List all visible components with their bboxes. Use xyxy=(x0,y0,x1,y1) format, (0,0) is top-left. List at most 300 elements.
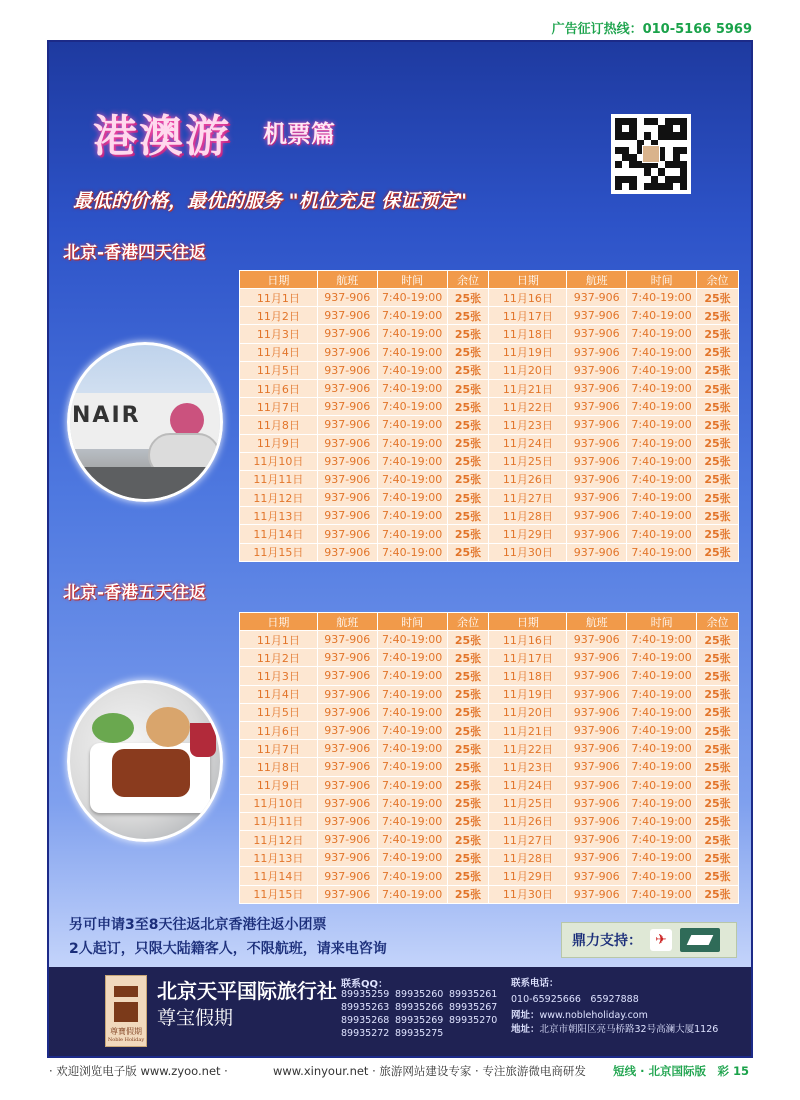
table-cell: 937-906 xyxy=(567,507,627,525)
table-row xyxy=(240,325,739,343)
table-row xyxy=(240,885,739,903)
column-header: 航班 xyxy=(317,271,377,289)
table-cell: 25张 xyxy=(447,631,489,649)
table-row xyxy=(240,740,739,758)
table-cell: 937-906 xyxy=(317,831,377,849)
website-label: 网址： xyxy=(511,1010,540,1021)
table-cell: 25张 xyxy=(697,685,739,703)
table-cell: 7:40-19:00 xyxy=(627,721,697,739)
airplane-photo xyxy=(67,342,223,502)
table-cell: 25张 xyxy=(697,361,739,379)
table-cell: 7:40-19:00 xyxy=(627,525,697,543)
table-cell: 11月25日 xyxy=(489,794,567,812)
table-row xyxy=(240,812,739,830)
table-cell: 11月2日 xyxy=(240,649,318,667)
table-cell: 25张 xyxy=(447,489,489,507)
table-row xyxy=(240,867,739,885)
table-cell: 11月12日 xyxy=(240,831,318,849)
table-row xyxy=(240,361,739,379)
table-cell: 937-906 xyxy=(317,794,377,812)
table-cell: 25张 xyxy=(697,649,739,667)
table-cell: 7:40-19:00 xyxy=(627,631,697,649)
table-cell: 937-906 xyxy=(317,667,377,685)
table-cell: 937-906 xyxy=(567,543,627,561)
seal-text-en: Noble Holiday xyxy=(107,1037,145,1043)
phone-label: 联系电话： xyxy=(511,978,559,989)
table-cell: 11月23日 xyxy=(489,758,567,776)
table-cell: 937-906 xyxy=(567,740,627,758)
table-cell: 25张 xyxy=(697,831,739,849)
table-cell: 11月15日 xyxy=(240,885,318,903)
table-row xyxy=(240,416,739,434)
address xyxy=(511,1021,718,1035)
qq-number: 89935260 xyxy=(395,989,444,1000)
table-cell: 937-906 xyxy=(567,379,627,397)
table-cell: 7:40-19:00 xyxy=(377,685,447,703)
table-cell: 11月9日 xyxy=(240,434,318,452)
table-cell: 937-906 xyxy=(567,649,627,667)
website-link[interactable]: www.nobleholiday.com xyxy=(539,1010,648,1021)
table-header-row xyxy=(240,271,739,289)
table-cell: 25张 xyxy=(697,740,739,758)
table-row xyxy=(240,849,739,867)
column-header: 时间 xyxy=(377,271,447,289)
column-header: 航班 xyxy=(567,271,627,289)
qq-number: 89935266 xyxy=(395,1002,444,1013)
column-header: 日期 xyxy=(240,613,318,631)
page-header xyxy=(0,0,800,40)
agency-footer xyxy=(49,967,751,1058)
table-cell: 25张 xyxy=(447,434,489,452)
table-cell: 937-906 xyxy=(567,307,627,325)
table-cell: 25张 xyxy=(447,812,489,830)
table-cell: 7:40-19:00 xyxy=(627,867,697,885)
agency-brand: 尊宝假期 xyxy=(157,1007,234,1029)
table-cell: 11月21日 xyxy=(489,379,567,397)
table-cell: 937-906 xyxy=(567,489,627,507)
table-row xyxy=(240,721,739,739)
table-cell: 11月25日 xyxy=(489,452,567,470)
table-row xyxy=(240,434,739,452)
table-cell: 7:40-19:00 xyxy=(627,667,697,685)
qq-number-list xyxy=(341,989,503,1039)
table-cell: 937-906 xyxy=(317,649,377,667)
table-cell: 25张 xyxy=(697,721,739,739)
table-cell: 11月26日 xyxy=(489,470,567,488)
table-cell: 25张 xyxy=(697,343,739,361)
table-cell: 7:40-19:00 xyxy=(377,343,447,361)
table-cell: 25张 xyxy=(697,667,739,685)
table-row xyxy=(240,525,739,543)
table-cell: 25张 xyxy=(447,525,489,543)
column-header: 日期 xyxy=(489,271,567,289)
table-cell: 937-906 xyxy=(567,776,627,794)
table-cell: 25张 xyxy=(447,776,489,794)
agency-seal-logo xyxy=(105,975,147,1047)
airplane-livery-text: NAIR xyxy=(72,403,141,428)
table-cell: 7:40-19:00 xyxy=(377,507,447,525)
poster-subtitle: 机票篇 xyxy=(263,119,335,148)
table-cell: 7:40-19:00 xyxy=(377,667,447,685)
column-header: 余位 xyxy=(447,271,489,289)
table-cell: 11月22日 xyxy=(489,740,567,758)
column-header: 余位 xyxy=(697,613,739,631)
table-cell: 25张 xyxy=(447,885,489,903)
table-cell: 25张 xyxy=(447,849,489,867)
table-cell: 937-906 xyxy=(317,758,377,776)
table-cell: 11月3日 xyxy=(240,667,318,685)
address-text: 北京市朝阳区亮马桥路32号高澜大厦1126 xyxy=(539,1024,719,1035)
table-cell: 25张 xyxy=(697,703,739,721)
table-cell: 7:40-19:00 xyxy=(377,452,447,470)
group-ticket-note: 另可申请3至8天往返北京香港往返小团票 xyxy=(69,917,327,933)
sponsor-label: 鼎力支持： xyxy=(572,933,642,949)
table-cell: 937-906 xyxy=(567,794,627,812)
table-cell: 11月16日 xyxy=(489,631,567,649)
table-row xyxy=(240,631,739,649)
table-cell: 7:40-19:00 xyxy=(377,325,447,343)
table-cell: 7:40-19:00 xyxy=(377,794,447,812)
footer-middle: www.xinyour.net · 旅游网站建设专家 · 专注旅游微电商研发 xyxy=(273,1064,586,1078)
cathay-logo-icon xyxy=(680,928,720,952)
table-cell: 11月12日 xyxy=(240,489,318,507)
table-cell: 25张 xyxy=(697,758,739,776)
table-cell: 25张 xyxy=(697,794,739,812)
table-cell: 11月13日 xyxy=(240,507,318,525)
table-cell: 25张 xyxy=(697,452,739,470)
table-cell: 25张 xyxy=(697,849,739,867)
seal-text-cn: 尊寶假期 xyxy=(110,1027,142,1036)
table-cell: 937-906 xyxy=(567,631,627,649)
table-cell: 11月2日 xyxy=(240,307,318,325)
table-cell: 25张 xyxy=(447,685,489,703)
table-cell: 11月19日 xyxy=(489,685,567,703)
qq-number: 89935261 xyxy=(449,989,498,1000)
table-cell: 937-906 xyxy=(317,703,377,721)
table-cell: 25张 xyxy=(447,758,489,776)
table-row xyxy=(240,307,739,325)
table-cell: 7:40-19:00 xyxy=(377,307,447,325)
agency-name: 北京天平国际旅行社 xyxy=(157,979,337,1003)
route-title-5day: 北京-香港五天往返 xyxy=(63,583,207,603)
qq-number: 89935270 xyxy=(449,1015,498,1026)
table-cell: 25张 xyxy=(447,361,489,379)
table-cell: 11月5日 xyxy=(240,703,318,721)
table-cell: 25张 xyxy=(697,325,739,343)
table-cell: 25张 xyxy=(447,470,489,488)
table-cell: 11月18日 xyxy=(489,325,567,343)
ad-hotline: 广告征订热线：010-5166 5969 xyxy=(551,22,752,37)
table-cell: 937-906 xyxy=(317,631,377,649)
table-cell: 11月26日 xyxy=(489,812,567,830)
table-cell: 11月21日 xyxy=(489,721,567,739)
table-cell: 7:40-19:00 xyxy=(627,758,697,776)
table-cell: 11月29日 xyxy=(489,867,567,885)
slogan: 最低的价格，最优的服务 "机位充足 保证预定" xyxy=(73,190,468,212)
column-header: 时间 xyxy=(627,271,697,289)
table-cell: 7:40-19:00 xyxy=(627,685,697,703)
table-cell: 937-906 xyxy=(317,452,377,470)
table-cell: 11月8日 xyxy=(240,416,318,434)
table-cell: 937-906 xyxy=(567,885,627,903)
table-cell: 25张 xyxy=(447,398,489,416)
qq-number: 89935259 xyxy=(341,989,390,1000)
column-header: 时间 xyxy=(377,613,447,631)
poster-title: 港澳游 xyxy=(93,111,231,162)
qq-number: 89935267 xyxy=(449,1002,498,1013)
table-cell: 25张 xyxy=(447,289,489,307)
table-cell: 7:40-19:00 xyxy=(627,398,697,416)
table-row xyxy=(240,543,739,561)
table-cell: 937-906 xyxy=(567,398,627,416)
table-cell: 25张 xyxy=(697,525,739,543)
table-cell: 937-906 xyxy=(317,416,377,434)
table-cell: 25张 xyxy=(447,703,489,721)
table-cell: 937-906 xyxy=(317,685,377,703)
airline-logo-icon: ✈ xyxy=(650,929,672,951)
table-cell: 25张 xyxy=(697,812,739,830)
table-cell: 7:40-19:00 xyxy=(627,543,697,561)
qq-number: 89935263 xyxy=(341,1002,390,1013)
column-header: 日期 xyxy=(240,271,318,289)
table-cell: 11月7日 xyxy=(240,740,318,758)
table-cell: 25张 xyxy=(697,398,739,416)
qq-label: 联系QQ： xyxy=(341,979,389,990)
table-row xyxy=(240,470,739,488)
table-cell: 25张 xyxy=(447,307,489,325)
table-cell: 11月4日 xyxy=(240,343,318,361)
table-header-row xyxy=(240,613,739,631)
table-cell: 25张 xyxy=(697,507,739,525)
table-cell: 937-906 xyxy=(567,812,627,830)
table-cell: 937-906 xyxy=(567,667,627,685)
table-cell: 7:40-19:00 xyxy=(377,776,447,794)
table-cell: 937-906 xyxy=(317,398,377,416)
table-cell: 7:40-19:00 xyxy=(627,885,697,903)
table-cell: 11月23日 xyxy=(489,416,567,434)
table-cell: 937-906 xyxy=(567,343,627,361)
table-cell: 25张 xyxy=(697,885,739,903)
table-cell: 25张 xyxy=(447,794,489,812)
table-cell: 11月6日 xyxy=(240,379,318,397)
table-cell: 937-906 xyxy=(567,685,627,703)
table-row xyxy=(240,667,739,685)
table-cell: 25张 xyxy=(697,434,739,452)
column-header: 日期 xyxy=(489,613,567,631)
table-cell: 7:40-19:00 xyxy=(377,812,447,830)
table-cell: 937-906 xyxy=(567,849,627,867)
column-header: 时间 xyxy=(627,613,697,631)
table-cell: 937-906 xyxy=(567,361,627,379)
table-cell: 25张 xyxy=(447,667,489,685)
table-cell: 7:40-19:00 xyxy=(627,434,697,452)
table-cell: 937-906 xyxy=(317,507,377,525)
table-cell: 937-906 xyxy=(317,812,377,830)
table-row xyxy=(240,489,739,507)
table-cell: 25张 xyxy=(447,416,489,434)
table-cell: 7:40-19:00 xyxy=(377,416,447,434)
qq-number: 89935275 xyxy=(395,1028,444,1039)
table-cell: 11月14日 xyxy=(240,867,318,885)
table-cell: 937-906 xyxy=(567,416,627,434)
table-cell: 25张 xyxy=(447,543,489,561)
table-cell: 25张 xyxy=(447,507,489,525)
table-row xyxy=(240,507,739,525)
table-row xyxy=(240,649,739,667)
page-footer xyxy=(47,1061,753,1081)
table-cell: 7:40-19:00 xyxy=(627,649,697,667)
table-cell: 937-906 xyxy=(567,434,627,452)
table-row xyxy=(240,343,739,361)
table-cell: 25张 xyxy=(697,379,739,397)
column-header: 余位 xyxy=(447,613,489,631)
table-cell: 7:40-19:00 xyxy=(377,543,447,561)
route-title-4day: 北京-香港四天往返 xyxy=(63,243,207,263)
table-cell: 11月9日 xyxy=(240,776,318,794)
table-cell: 25张 xyxy=(697,289,739,307)
table-cell: 937-906 xyxy=(567,758,627,776)
table-cell: 11月22日 xyxy=(489,398,567,416)
website xyxy=(511,1007,648,1021)
table-cell: 7:40-19:00 xyxy=(627,849,697,867)
table-row xyxy=(240,398,739,416)
table-cell: 25张 xyxy=(447,452,489,470)
table-cell: 11月24日 xyxy=(489,776,567,794)
table-cell: 11月28日 xyxy=(489,849,567,867)
table-cell: 11月27日 xyxy=(489,831,567,849)
table-cell: 11月19日 xyxy=(489,343,567,361)
table-cell: 11月27日 xyxy=(489,489,567,507)
table-cell: 11月15日 xyxy=(240,543,318,561)
table-cell: 7:40-19:00 xyxy=(377,489,447,507)
table-cell: 11月20日 xyxy=(489,703,567,721)
table-cell: 25张 xyxy=(447,721,489,739)
table-cell: 7:40-19:00 xyxy=(377,721,447,739)
table-cell: 7:40-19:00 xyxy=(377,831,447,849)
table-cell: 7:40-19:00 xyxy=(627,812,697,830)
table-cell: 937-906 xyxy=(317,867,377,885)
table-cell: 937-906 xyxy=(317,325,377,343)
table-cell: 11月10日 xyxy=(240,794,318,812)
table-cell: 937-906 xyxy=(317,379,377,397)
table-cell: 937-906 xyxy=(317,721,377,739)
table-cell: 937-906 xyxy=(567,525,627,543)
table-cell: 11月7日 xyxy=(240,398,318,416)
sponsor-box xyxy=(561,922,737,958)
table-cell: 7:40-19:00 xyxy=(627,470,697,488)
table-cell: 7:40-19:00 xyxy=(627,507,697,525)
table-cell: 11月8日 xyxy=(240,758,318,776)
table-cell: 25张 xyxy=(447,831,489,849)
table-row xyxy=(240,289,739,307)
table-row xyxy=(240,452,739,470)
table-cell: 937-906 xyxy=(317,361,377,379)
table-cell: 937-906 xyxy=(567,831,627,849)
table-cell: 11月17日 xyxy=(489,307,567,325)
table-cell: 7:40-19:00 xyxy=(627,307,697,325)
table-cell: 7:40-19:00 xyxy=(377,740,447,758)
table-row xyxy=(240,758,739,776)
table-cell: 11月1日 xyxy=(240,631,318,649)
table-cell: 937-906 xyxy=(317,543,377,561)
table-cell: 25张 xyxy=(447,649,489,667)
table-cell: 11月29日 xyxy=(489,525,567,543)
table-cell: 11月6日 xyxy=(240,721,318,739)
column-header: 航班 xyxy=(567,613,627,631)
table-cell: 7:40-19:00 xyxy=(377,289,447,307)
column-header: 航班 xyxy=(317,613,377,631)
table-cell: 7:40-19:00 xyxy=(377,649,447,667)
table-cell: 937-906 xyxy=(317,489,377,507)
table-cell: 7:40-19:00 xyxy=(377,849,447,867)
table-cell: 7:40-19:00 xyxy=(377,885,447,903)
table-cell: 25张 xyxy=(447,867,489,885)
schedule-table-4day xyxy=(239,270,739,562)
table-cell: 937-906 xyxy=(317,849,377,867)
table-cell: 937-906 xyxy=(567,703,627,721)
table-cell: 11月18日 xyxy=(489,667,567,685)
table-cell: 11月16日 xyxy=(489,289,567,307)
poster xyxy=(47,40,753,1058)
table-cell: 11月10日 xyxy=(240,452,318,470)
table-cell: 937-906 xyxy=(567,470,627,488)
phone-numbers: 010-65925666 65927888 xyxy=(511,994,639,1005)
table-cell: 937-906 xyxy=(567,867,627,885)
table-cell: 937-906 xyxy=(317,343,377,361)
table-cell: 11月13日 xyxy=(240,849,318,867)
table-cell: 11月17日 xyxy=(489,649,567,667)
qq-number: 89935269 xyxy=(395,1015,444,1026)
table-cell: 7:40-19:00 xyxy=(627,794,697,812)
table-cell: 11月11日 xyxy=(240,812,318,830)
schedule-table-5day xyxy=(239,612,739,904)
qq-number: 89935268 xyxy=(341,1015,390,1026)
table-cell: 11月30日 xyxy=(489,885,567,903)
table-cell: 25张 xyxy=(447,325,489,343)
table-cell: 25张 xyxy=(697,867,739,885)
table-cell: 7:40-19:00 xyxy=(377,470,447,488)
table-cell: 25张 xyxy=(447,343,489,361)
table-cell: 7:40-19:00 xyxy=(627,703,697,721)
table-row xyxy=(240,379,739,397)
table-cell: 937-906 xyxy=(317,740,377,758)
table-cell: 937-906 xyxy=(567,325,627,343)
table-cell: 11月4日 xyxy=(240,685,318,703)
table-cell: 11月3日 xyxy=(240,325,318,343)
table-cell: 11月1日 xyxy=(240,289,318,307)
table-cell: 7:40-19:00 xyxy=(627,489,697,507)
table-cell: 7:40-19:00 xyxy=(377,379,447,397)
table-cell: 937-906 xyxy=(317,885,377,903)
qq-number: 89935272 xyxy=(341,1028,390,1039)
table-cell: 7:40-19:00 xyxy=(627,343,697,361)
table-cell: 937-906 xyxy=(317,289,377,307)
table-cell: 937-906 xyxy=(317,307,377,325)
table-cell: 11月30日 xyxy=(489,543,567,561)
table-cell: 7:40-19:00 xyxy=(627,325,697,343)
table-cell: 11月14日 xyxy=(240,525,318,543)
table-cell: 25张 xyxy=(447,740,489,758)
table-row xyxy=(240,685,739,703)
table-cell: 11月11日 xyxy=(240,470,318,488)
table-row xyxy=(240,703,739,721)
table-cell: 25张 xyxy=(697,489,739,507)
table-cell: 7:40-19:00 xyxy=(627,361,697,379)
column-header: 余位 xyxy=(697,271,739,289)
table-cell: 937-906 xyxy=(317,776,377,794)
table-cell: 11月28日 xyxy=(489,507,567,525)
table-cell: 25张 xyxy=(447,379,489,397)
